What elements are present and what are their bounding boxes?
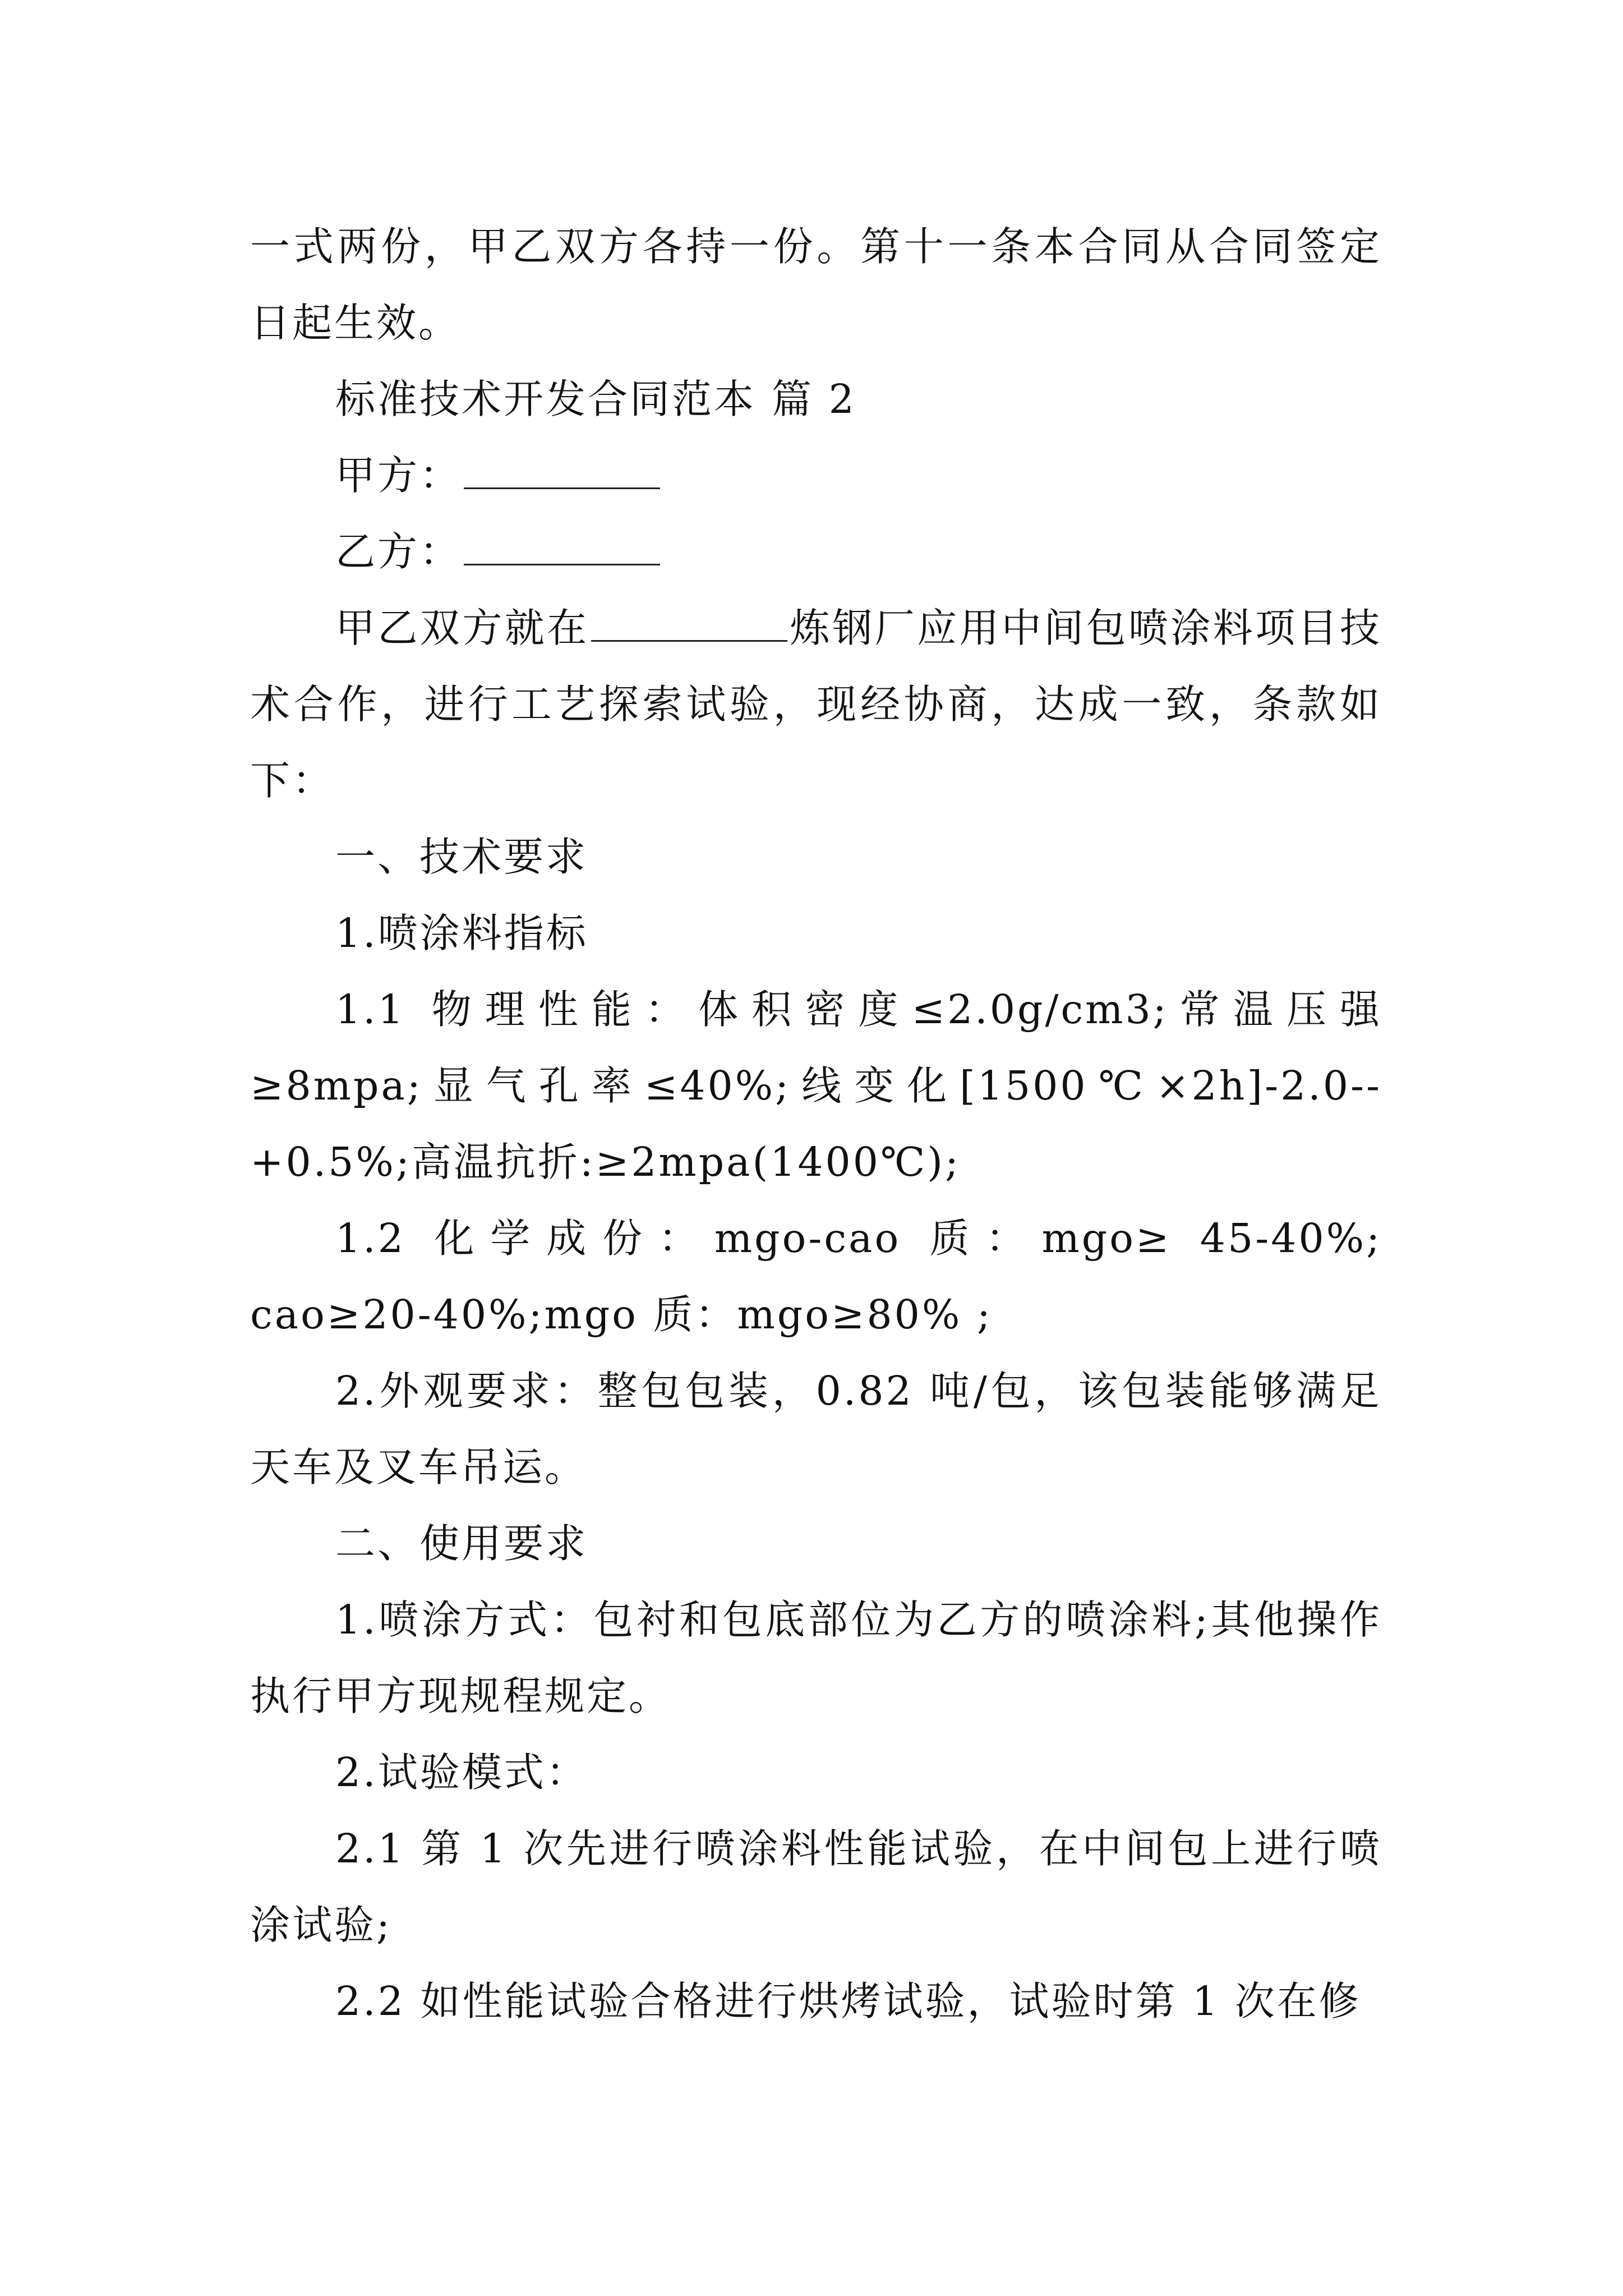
intro-prefix: 甲乙双方就在 bbox=[335, 605, 589, 651]
section-heading-technical: 一、技术要求 bbox=[335, 834, 588, 880]
intro-suffix: 炼钢厂应用中间包喷涂料项目技术合作，进行工艺探索试验，现经协商，达成一致，条款如下： bbox=[250, 605, 1382, 804]
item-spray-coating-spec: 1.喷涂料指标 bbox=[335, 910, 588, 956]
paragraph-continuation: 一式两份，甲乙双方各持一份。第十一条本合同从合同签定日起生效。 bbox=[250, 223, 1382, 346]
item-spray-method: 1.喷涂方式：包衬和包底部位为乙方的喷涂料;其他操作执行甲方现规程规定。 bbox=[250, 1596, 1382, 1719]
item-first-test: 2.1 第 1 次先进行喷涂料性能试验，在中间包上进行喷涂试验; bbox=[250, 1825, 1382, 1948]
party-b-label: 乙方： bbox=[335, 528, 462, 575]
intro-paragraph bbox=[250, 590, 1382, 819]
contract-title-text: 标准技术开发合同范本 bbox=[335, 376, 757, 422]
item-baking-test: 2.2 如性能试验合格进行烘烤试验，试验时第 1 次在修 bbox=[335, 1978, 1361, 2024]
party-a-blank bbox=[464, 443, 660, 489]
contract-title-suffix: 篇 2 bbox=[772, 376, 856, 422]
party-a-line bbox=[250, 438, 1382, 514]
item-physical-properties: 1.1 物理性能：体积密度≤2.0g/cm3;常温压强≥8mpa;显气孔率≤40%;线变化[1500℃×2h]-2.0--+0.5%;高温抗折:≥2mpa(1400℃); bbox=[250, 986, 1382, 1185]
item-chemical-composition: 1.2 化学成份：mgo-cao 质：mgo≥ 45-40%; cao≥20-40%;mgo 质：mgo≥80% ; bbox=[250, 1215, 1382, 1338]
contract-title bbox=[250, 361, 1382, 438]
item-appearance: 2.外观要求：整包包装，0.82 吨/包，该包装能够满足天车及叉车吊运。 bbox=[250, 1368, 1382, 1490]
party-b-line bbox=[250, 514, 1382, 590]
document-body bbox=[250, 209, 1382, 2040]
section-heading-usage: 二、使用要求 bbox=[335, 1520, 588, 1567]
plant-name-blank bbox=[591, 595, 787, 642]
item-test-mode: 2.试验模式： bbox=[335, 1749, 588, 1796]
party-b-blank bbox=[464, 519, 660, 565]
party-a-label: 甲方： bbox=[335, 452, 462, 499]
